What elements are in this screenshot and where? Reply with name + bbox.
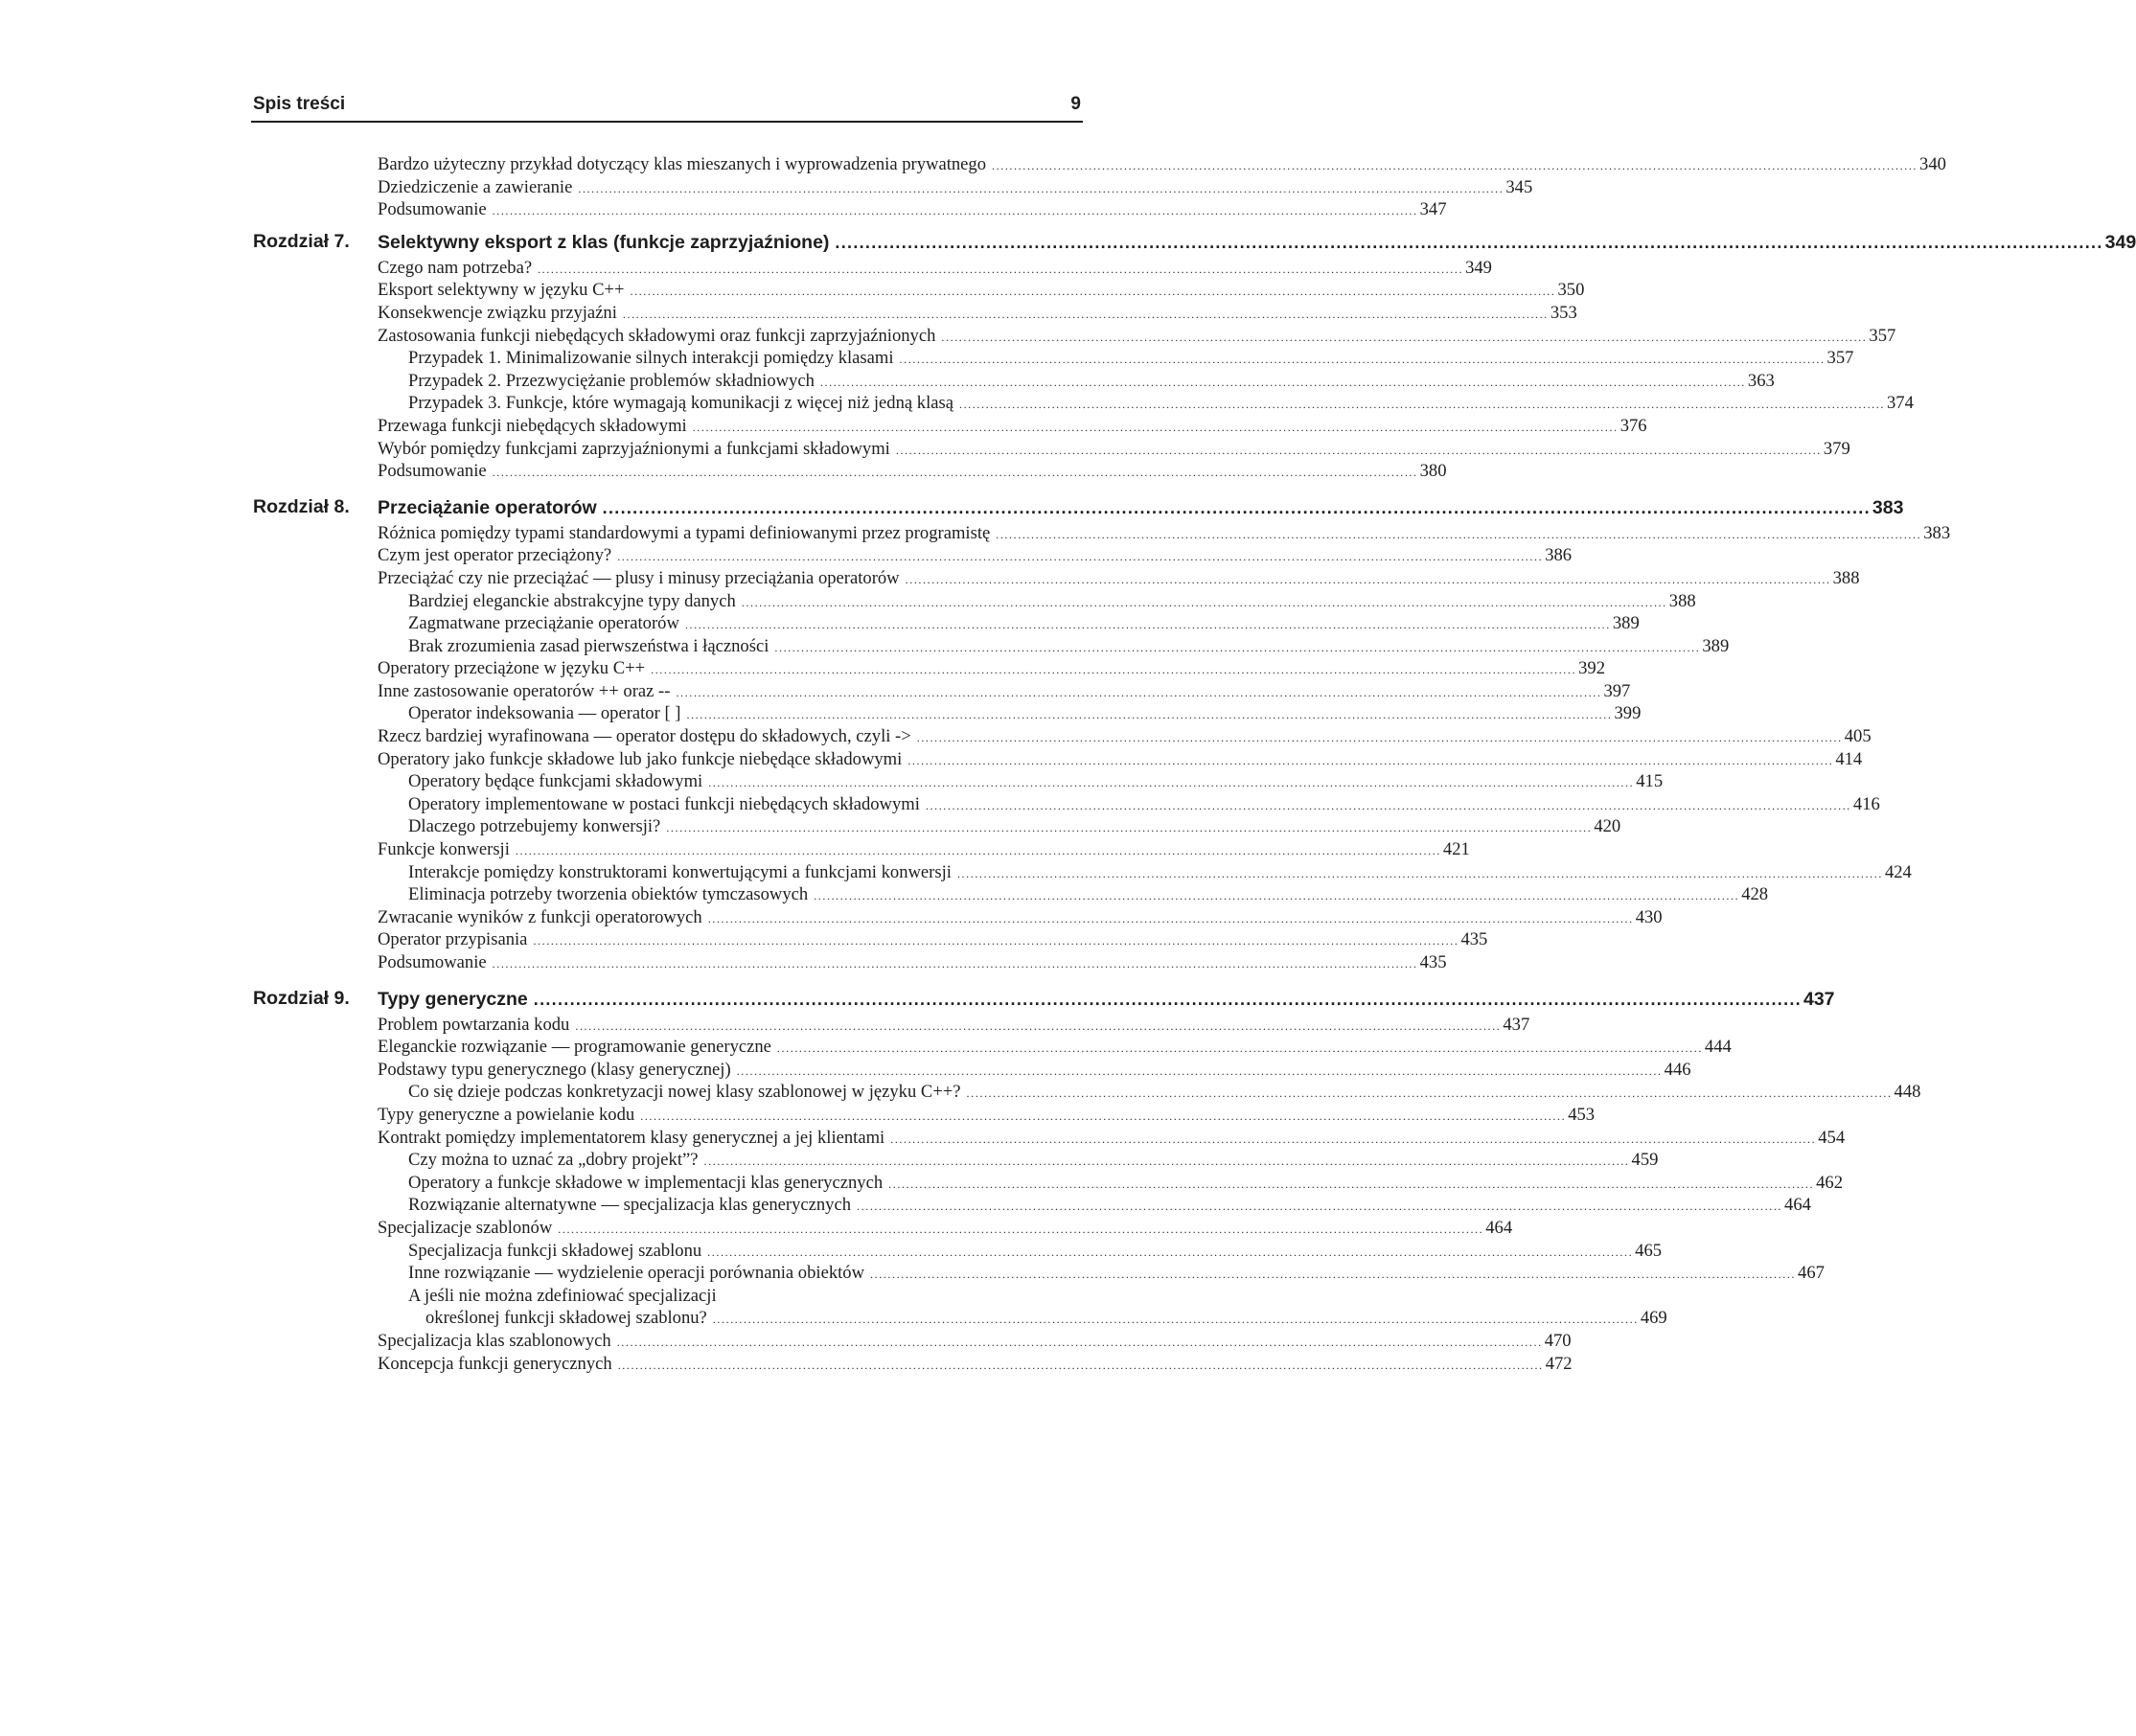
toc-entry-title: Podsumowanie	[378, 461, 487, 482]
toc-entry-title: Koncepcja funkcji generycznych	[378, 1353, 612, 1374]
toc-entry-line	[378, 657, 1605, 680]
toc-entry-title: Kontrakt pomiędzy implementatorem klasy generycznej a jej klientami	[378, 1127, 885, 1148]
dot-leader: ..................................................................................................................................................................................................................	[776, 1041, 1703, 1056]
toc-entry	[251, 1081, 1921, 1104]
toc-entry	[251, 567, 1860, 590]
toc-entry-title: Eleganckie rozwiązanie — programowanie generyczne	[378, 1037, 771, 1058]
dot-leader: ..................................................................................................................................................................................................................	[578, 181, 1504, 195]
dot-leader: ..................................................................................................................................................................................................................	[622, 307, 1549, 321]
toc-page-number: 472	[1545, 1353, 1573, 1374]
toc-entry-line	[378, 1036, 1732, 1059]
toc-page-number: 388	[1668, 590, 1696, 611]
toc-entry-line	[378, 1217, 1513, 1240]
toc-entry-title: Operatory będące funkcjami składowymi	[408, 771, 703, 792]
dot-leader: ..................................................................................................................................................................................................................	[741, 595, 1667, 609]
dot-leader: ..................................................................................................................................................................................................................	[651, 663, 1577, 677]
toc-page-number: 464	[1485, 1217, 1513, 1238]
toc-entry-title: Rozwiązanie alternatywne — specjalizacja klas generycznych	[408, 1195, 852, 1216]
dot-leader: ..................................................................................................................................................................................................................	[819, 375, 1746, 389]
toc-entry	[251, 1285, 1083, 1308]
header-title: Spis treści	[253, 94, 346, 114]
toc-entry	[251, 522, 1951, 545]
toc-page-number: 379	[1823, 438, 1850, 459]
toc-entry-title: Różnica pomiędzy typami standardowymi a typami definiowanymi przez programistę	[378, 522, 991, 543]
toc-entry-title: Bardzo użyteczny przykład dotyczący klas mieszanych i wyprowadzenia prywatnego	[378, 154, 987, 174]
dot-leader: ..................................................................................................................................................................................................................	[712, 1313, 1639, 1327]
toc-entry	[251, 1307, 1667, 1330]
toc-entry-title: Specjalizacja funkcji składowej szablonu	[408, 1240, 702, 1261]
toc-entry-title: Typy generyczne a powielanie kodu	[378, 1104, 635, 1125]
toc-entry-line	[378, 986, 1835, 1014]
toc-entry-line	[408, 1149, 1659, 1172]
toc-entry	[251, 279, 1585, 302]
toc-entry-title: Przypadek 2. Przezwyciężanie problemów składniowych	[408, 370, 815, 391]
toc-entry-line	[408, 1194, 1811, 1217]
dot-leader: ..................................................................................................................................................................................................................	[616, 1335, 1543, 1349]
toc-chapter	[251, 494, 1904, 522]
dot-leader: ..................................................................................................................................................................................................................	[774, 640, 1701, 654]
toc-page-number: 345	[1505, 176, 1533, 197]
toc-entry-title: Dziedziczenie a zawieranie	[378, 176, 573, 197]
toc-entry-line	[378, 325, 1896, 348]
toc-entry	[251, 1330, 1572, 1353]
toc-entry	[251, 347, 1854, 370]
dot-leader: ..................................................................................................................................................................................................................	[958, 398, 1885, 412]
toc-entry	[251, 1036, 1732, 1059]
toc-entry	[251, 906, 1663, 929]
dot-leader: ..................................................................................................................................................................................................................	[996, 527, 1922, 541]
toc-entry-title: Podstawy typu generycznego (klasy generycznej)	[378, 1059, 731, 1080]
toc-entry-line	[378, 460, 1447, 483]
toc-entry-title: Zagmatwane przeciążanie operatorów	[408, 613, 679, 634]
dot-leader: ..................................................................................................................................................................................................................	[630, 285, 1556, 299]
dot-leader: ..................................................................................................................................................................................................................	[538, 262, 1464, 276]
toc-entry-title: Interakcje pomiędzy konstruktorami konwertującymi a funkcjami konwersji	[408, 861, 952, 882]
dot-leader: ..................................................................................................................................................................................................................	[925, 798, 1851, 812]
dot-leader: ..................................................................................................................................................................................................................	[703, 1154, 1630, 1169]
toc-entry	[251, 1127, 1846, 1150]
toc-page-number: 416	[1852, 793, 1880, 814]
toc-entry	[251, 635, 1730, 658]
dot-leader: ..................................................................................................................................................................................................................	[890, 1131, 1817, 1146]
toc-entry-title: Operator przypisania	[378, 929, 528, 950]
toc-entry-line	[378, 302, 1577, 325]
toc-page-number: 374	[1886, 393, 1914, 414]
dot-leader: ..................................................................................................................................................................................................................	[966, 1086, 1893, 1101]
dot-leader: ..................................................................................................................................................................................................................	[707, 1245, 1634, 1259]
toc-page-number: 420	[1594, 816, 1621, 837]
chapter-label: Rozdział 9.	[253, 987, 350, 1009]
toc-entry	[251, 838, 1470, 861]
toc-entry	[251, 153, 1946, 176]
toc-page-number: 421	[1442, 839, 1470, 860]
dot-leader: ..................................................................................................................................................................................................................	[617, 1358, 1544, 1372]
toc-page-number: 357	[1869, 325, 1896, 346]
toc-entry-line	[378, 906, 1663, 929]
toc-page-number: 399	[1614, 703, 1642, 724]
toc-page-number: 405	[1844, 726, 1872, 747]
chapter-label: Rozdział 7.	[253, 230, 350, 252]
toc-page-number: 414	[1835, 748, 1863, 769]
toc-entry-line	[378, 176, 1533, 199]
toc-page-number: 350	[1557, 280, 1585, 301]
dot-leader: ..................................................................................................................................................................................................................	[492, 204, 1418, 218]
toc-entry-line	[378, 257, 1492, 280]
dot-leader: ..................................................................................................................................................................................................................	[492, 466, 1418, 480]
toc-entry	[251, 883, 1769, 906]
toc-entry-title: określonej funkcji składowej szablonu?	[425, 1308, 707, 1329]
toc-entry	[251, 928, 1488, 951]
toc-page-number: 349	[1465, 257, 1492, 278]
toc-entry	[251, 590, 1696, 613]
toc-entry-title: Eliminacja potrzeby tworzenia obiektów tymczasowych	[408, 884, 809, 905]
toc-entry-line	[408, 347, 1854, 370]
dot-leader: ..................................................................................................................................................................................................................	[692, 420, 1619, 434]
toc-page-number: 428	[1741, 884, 1769, 905]
toc-entry-line	[408, 770, 1664, 793]
dot-leader: ..................................................................................................................................................................................................................	[575, 1018, 1502, 1033]
toc-page-number: 469	[1640, 1308, 1667, 1329]
toc-entry-title: Przypadek 1. Minimalizowanie silnych interakcji pomiędzy klasami	[408, 348, 894, 369]
toc-entry-line	[378, 522, 1951, 545]
toc-entry-title: Czy można to uznać za „dobry projekt”?	[408, 1150, 699, 1171]
toc-entry-line	[408, 392, 1914, 415]
toc-entry-line	[408, 815, 1621, 838]
toc-entry	[251, 198, 1447, 221]
toc-entry-line	[378, 567, 1860, 590]
dot-leader: ..................................................................................................................................................................................................................	[640, 1108, 1567, 1123]
toc-entry-title: Zwracanie wyników z funkcji operatorowych	[378, 906, 702, 927]
toc-page-number: 347	[1419, 199, 1447, 220]
dot-leader: ..................................................................................................................................................................................................................	[492, 957, 1418, 971]
toc-entry-line	[408, 612, 1640, 635]
toc-page-number: 470	[1544, 1330, 1572, 1351]
toc-entry-title: Podsumowanie	[378, 952, 487, 972]
toc-entry	[251, 257, 1492, 280]
toc-page-number: 446	[1664, 1059, 1691, 1080]
toc-page-number: 448	[1894, 1082, 1921, 1103]
toc-entry-line	[408, 1285, 1083, 1308]
header-page-number: 9	[1070, 94, 1081, 114]
toc-page-number: 435	[1460, 929, 1488, 950]
toc-entry-line	[378, 279, 1585, 302]
toc-entry-line	[378, 494, 1904, 522]
table-of-contents	[251, 153, 2136, 1375]
toc-entry-title: Dlaczego potrzebujemy konwersji?	[408, 816, 661, 837]
toc-entry-title: Rzecz bardziej wyrafinowana — operator dostępu do składowych, czyli ->	[378, 726, 911, 747]
toc-page-number: 389	[1612, 613, 1640, 634]
toc-entry-title: Inne zastosowanie operatorów ++ oraz --	[378, 680, 671, 701]
toc-page-number: 389	[1702, 635, 1730, 656]
toc-page-number: 397	[1603, 680, 1631, 701]
toc-page-number: 357	[1826, 348, 1854, 369]
dot-leader: ..................................................................................................................................................................................................................	[857, 1199, 1783, 1214]
toc-page-number: 459	[1631, 1150, 1659, 1171]
toc-page-number: 462	[1816, 1172, 1844, 1193]
toc-entry-line	[378, 153, 1946, 176]
toc-chapter	[251, 229, 2136, 257]
dot-leader: ..................................................................................................................................................................................................................	[870, 1268, 1797, 1282]
dot-leader: ..................................................................................................................................................................................................................	[899, 353, 1826, 367]
toc-entry-line	[408, 635, 1730, 658]
toc-entry-title: Wybór pomiędzy funkcjami zaprzyjaźnionymi a funkcjami składowymi	[378, 438, 890, 459]
toc-entry	[251, 460, 1447, 483]
toc-entry	[251, 438, 1850, 461]
toc-entry	[251, 1104, 1596, 1127]
dot-leader: ..................................................................................................................................................................................................................	[708, 776, 1635, 790]
toc-entry-line	[408, 1172, 1844, 1195]
toc-entry-line	[408, 1240, 1663, 1263]
toc-entry	[251, 815, 1621, 838]
dot-leader: ..................................................................................................................................................................................................................	[814, 889, 1740, 903]
toc-page-number: 464	[1784, 1195, 1811, 1216]
toc-entry-line	[408, 370, 1775, 393]
toc-chapter	[251, 986, 1835, 1014]
dot-leader: ..................................................................................................................................................................................................................	[686, 708, 1613, 722]
toc-entry	[251, 392, 1914, 415]
toc-page-number: 453	[1568, 1104, 1596, 1125]
toc-page-number: 388	[1832, 567, 1860, 588]
toc-entry	[251, 725, 1872, 748]
toc-entry-title: Co się dzieje podczas konkretyzacji nowej klasy szablonowej w języku C++?	[408, 1082, 961, 1103]
toc-entry-line	[425, 1307, 1667, 1330]
toc-entry	[251, 1217, 1513, 1240]
toc-entry	[251, 1149, 1659, 1172]
dot-leader: ..................................................................................................................................................................................................................	[941, 330, 1868, 344]
dot-leader: ..................................................................................................................................................................................................................	[684, 618, 1611, 632]
toc-entry-title: Przeciążanie operatorów	[378, 496, 597, 518]
toc-entry	[251, 680, 1631, 703]
toc-page-number: 467	[1798, 1263, 1825, 1284]
toc-page-number: 430	[1635, 906, 1663, 927]
toc-entry	[251, 302, 1577, 325]
toc-page-number: 340	[1919, 154, 1946, 174]
toc-entry-line	[408, 883, 1769, 906]
dot-leader: ..................................................................................................................................................................................................................	[992, 159, 1918, 172]
toc-entry-title: Typy generyczne	[378, 988, 528, 1010]
dot-leader: ..................................................................................................................................................................................................................	[666, 821, 1593, 835]
toc-entry-title: Operatory implementowane w postaci funkcji niebędących składowymi	[408, 793, 920, 814]
toc-entry-title: Problem powtarzania kodu	[378, 1014, 570, 1035]
dot-leader: ..................................................................................................................................................................................................................	[617, 550, 1544, 564]
toc-entry-title: Podsumowanie	[378, 199, 487, 220]
toc-entry	[251, 702, 1642, 725]
dot-leader: ..................................................................................................................................................................................................................	[956, 866, 1883, 880]
toc-page-number: 376	[1619, 415, 1647, 436]
toc-page-number: 437	[1803, 988, 1835, 1010]
toc-page-number: 392	[1578, 658, 1605, 679]
toc-entry-line	[378, 928, 1488, 951]
toc-entry	[251, 861, 1912, 884]
toc-entry-title: Przeciążać czy nie przeciążać — plusy i minusy przeciążania operatorów	[378, 567, 900, 588]
toc-entry-title: Zastosowania funkcji niebędących składowymi oraz funkcji zaprzyjaźnionych	[378, 325, 936, 346]
toc-entry-line	[378, 438, 1850, 461]
toc-entry-title: Konsekwencje związku przyjaźni	[378, 302, 617, 323]
toc-entry	[251, 951, 1447, 974]
toc-entry-line	[378, 198, 1447, 221]
toc-page-number: 437	[1503, 1014, 1530, 1035]
toc-entry-line	[408, 1262, 1825, 1285]
toc-entry	[251, 748, 1863, 771]
dot-leader: ..................................................................................................................................................................................................................	[905, 572, 1831, 586]
toc-page-number: 363	[1747, 370, 1775, 391]
toc-entry-title: Bardziej eleganckie abstrakcyjne typy danych	[408, 590, 736, 611]
toc-entry-title: Funkcje konwersji	[378, 839, 510, 860]
toc-entry-line	[378, 229, 2136, 257]
toc-entry	[251, 770, 1664, 793]
dot-leader: ..................................................................................................................................................................................................................	[602, 497, 1871, 517]
toc-page-number: 435	[1419, 952, 1447, 972]
toc-entry	[251, 1240, 1663, 1263]
toc-page-number: 386	[1545, 545, 1573, 566]
toc-page-number: 383	[1923, 522, 1951, 543]
toc-page-number: 353	[1550, 302, 1577, 323]
toc-entry-line	[378, 951, 1447, 974]
toc-entry-line	[378, 725, 1872, 748]
toc-entry-title: Operatory przeciążone w języku C++	[378, 658, 646, 679]
toc-entry-title: Przewaga funkcji niebędących składowymi	[378, 415, 687, 436]
toc-entry	[251, 1059, 1691, 1082]
toc-entry-title: Operatory a funkcje składowe w implementacji klas generycznych	[408, 1172, 884, 1193]
dot-leader: ..................................................................................................................................................................................................................	[895, 443, 1822, 457]
dot-leader: ..................................................................................................................................................................................................................	[916, 731, 1843, 745]
toc-entry	[251, 1353, 1573, 1376]
toc-entry-title: Czego nam potrzeba?	[378, 257, 533, 278]
toc-entry-title: Inne rozwiązanie — wydzielenie operacji porównania obiektów	[408, 1263, 865, 1284]
toc-entry-line	[378, 1014, 1530, 1037]
toc-entry	[251, 544, 1573, 567]
toc-entry-line	[378, 748, 1863, 771]
toc-entry-line	[378, 1353, 1573, 1376]
toc-entry	[251, 793, 1880, 816]
toc-entry-title: A jeśli nie można zdefiniować specjalizacji	[408, 1285, 717, 1306]
dot-leader: ..................................................................................................................................................................................................................	[558, 1222, 1484, 1236]
dot-leader: ..................................................................................................................................................................................................................	[835, 232, 2103, 252]
toc-entry	[251, 1262, 1825, 1285]
toc-entry-title: Operator indeksowania — operator [ ]	[408, 703, 681, 724]
toc-entry	[251, 1172, 1844, 1195]
dot-leader: ..................................................................................................................................................................................................................	[888, 1176, 1815, 1191]
toc-entry	[251, 657, 1605, 680]
toc-entry	[251, 176, 1533, 199]
toc-entry-title: Przypadek 3. Funkcje, które wymagają komunikacji z więcej niż jedną klasą	[408, 393, 953, 414]
toc-entry	[251, 370, 1775, 393]
toc-entry-line	[378, 680, 1631, 703]
toc-page-number: 349	[2104, 231, 2136, 253]
toc-page-number: 465	[1635, 1240, 1663, 1261]
toc-entry-line	[408, 861, 1912, 884]
toc-page-number: 383	[1872, 496, 1904, 518]
toc-entry	[251, 1014, 1530, 1037]
toc-entry	[251, 612, 1640, 635]
toc-entry	[251, 1194, 1811, 1217]
toc-entry-line	[408, 793, 1880, 816]
toc-entry-title: Eksport selektywny w języku C++	[378, 280, 625, 301]
toc-entry	[251, 415, 1647, 438]
toc-entry-line	[408, 1081, 1921, 1104]
toc-entry-title: Czym jest operator przeciążony?	[378, 545, 612, 566]
toc-entry-line	[378, 1127, 1846, 1150]
toc-entry	[251, 325, 1896, 348]
toc-page-number: 380	[1419, 461, 1447, 482]
toc-entry-title: Selektywny eksport z klas (funkcje zaprzyjaźnione)	[378, 231, 830, 253]
running-header	[251, 92, 1083, 123]
toc-entry-line	[378, 544, 1573, 567]
dot-leader: ..................................................................................................................................................................................................................	[907, 753, 1834, 767]
toc-entry-line	[378, 1059, 1691, 1082]
toc-page-number: 444	[1704, 1037, 1732, 1058]
dot-leader: ..................................................................................................................................................................................................................	[533, 989, 1802, 1009]
dot-leader: ..................................................................................................................................................................................................................	[707, 911, 1634, 925]
toc-entry-title: Brak zrozumienia zasad pierwszeństwa i łączności	[408, 635, 769, 656]
toc-entry-line	[378, 1330, 1572, 1353]
toc-page-number: 415	[1636, 771, 1664, 792]
dot-leader: ..................................................................................................................................................................................................................	[736, 1063, 1663, 1078]
dot-leader: ..................................................................................................................................................................................................................	[533, 934, 1459, 948]
toc-entry-line	[408, 702, 1642, 725]
toc-entry-title: Specjalizacja klas szablonowych	[378, 1330, 611, 1351]
toc-entry-line	[378, 838, 1470, 861]
chapter-label: Rozdział 8.	[253, 495, 350, 517]
toc-entry-title: Specjalizacje szablonów	[378, 1217, 553, 1238]
toc-entry-title: Operatory jako funkcje składowe lub jako funkcje niebędące składowymi	[378, 748, 903, 769]
dot-leader: ..................................................................................................................................................................................................................	[676, 685, 1602, 699]
toc-entry-line	[408, 590, 1696, 613]
dot-leader: ..................................................................................................................................................................................................................	[515, 844, 1441, 858]
toc-page-number: 424	[1884, 861, 1912, 882]
toc-entry-line	[378, 1104, 1596, 1127]
toc-entry-line	[378, 415, 1647, 438]
toc-page-number: 454	[1818, 1127, 1846, 1148]
